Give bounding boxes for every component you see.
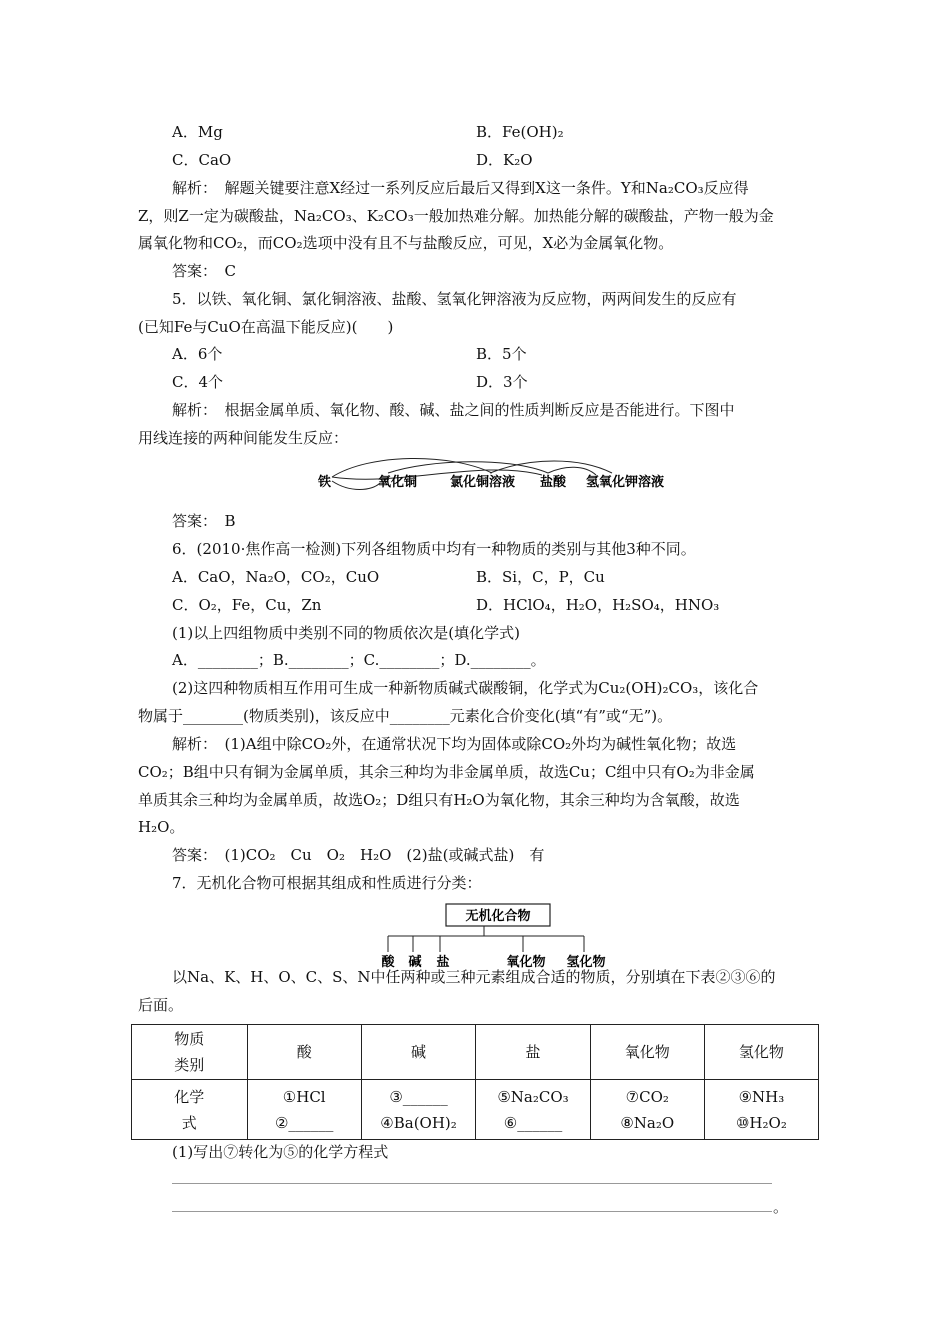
q7-instruction-line2: 后面。 [138, 996, 184, 1014]
q6-part2-line2: 物属于________(物质类别)，该反应中________元素化合价变化(填“有”或“无”)。 [138, 707, 673, 725]
q4-analysis-line1: 解析： 解题关键要注意X经过一系列反应后最后又得到X这一条件。Y和Na₂CO₃反应得 [172, 179, 749, 197]
tree-leaf-base: 碱 [408, 955, 422, 970]
table-cell-salt [476, 1080, 590, 1140]
table-cell-oxide [590, 1080, 704, 1140]
table-row2-head [132, 1080, 248, 1140]
q4-option-c: C．CaO [172, 151, 232, 169]
tree-leaf-acid: 酸 [381, 955, 395, 970]
q6-part1: (1)以上四组物质中类别不同的物质依次是(填化学式) [172, 624, 520, 642]
q6-part1-blanks: A．________；B.________；C.________；D.________。 [172, 651, 546, 669]
tree-leaf-oxide: 氧化物 [506, 955, 546, 970]
table-row1-head [132, 1025, 248, 1080]
q6-option-d: D．HClO₄，H₂O，H₂SO₄，HNO₃ [476, 596, 720, 614]
q6-analysis-line2: CO₂；B组中只有铜为金属单质，其余三种均为非金属单质，故选Cu；C组中只有O₂为非金属 [138, 763, 755, 781]
table-col-hydride: 氢化物 [704, 1025, 818, 1080]
q5-option-c: C．4个 [172, 373, 224, 391]
diagram-label-iron: 铁 [318, 475, 332, 490]
answer-line-2 [172, 1211, 772, 1212]
q5-analysis-line1: 解析： 根据金属单质、氧化物、酸、碱、盐之间的性质判断反应是否能进行。下图中 [172, 401, 735, 419]
cell-item-5: ⑤Na₂CO₃ [497, 1087, 569, 1106]
answer-line-end-mark: 。 [773, 1198, 789, 1216]
table-row2-head-line2: 式 [181, 1113, 197, 1132]
q5-analysis-line2: 用线连接的两种间能发生反应： [138, 429, 349, 447]
q5-option-b: B．5个 [476, 345, 527, 363]
table-head-line2: 类别 [174, 1056, 205, 1074]
diagram-label-hcl: 盐酸 [540, 475, 567, 490]
q4-analysis-line2: Z，则Z一定为碳酸盐，Na₂CO₃、K₂CO₃一般加热难分解。加热能分解的碳酸盐，产物一般为金 [138, 207, 774, 225]
q6-stem: 6．(2010·焦作高一检测)下列各组物质中均有一种物质的类别与其他3种不同。 [172, 540, 696, 558]
classification-table [131, 1024, 819, 1140]
q5-option-d: D．3个 [476, 373, 528, 391]
diagram-label-cuo: 氧化铜 [378, 475, 418, 490]
q6-analysis-line1: 解析： (1)A组中除CO₂外，在通常状况下均为固体或除CO₂外均为碱性氧化物；故选 [172, 735, 737, 753]
diagram-label-koh: 氢氧化钾溶液 [586, 475, 665, 490]
arc-iron-cuo [332, 481, 380, 490]
q6-option-c: C．O₂，Fe，Cu，Zn [172, 596, 322, 614]
table-formula-row [132, 1080, 819, 1140]
cell-item-8: ⑧Na₂O [620, 1113, 675, 1132]
arc-hcl-koh [548, 467, 596, 475]
q6-option-a: A．CaO，Na₂O，CO₂，CuO [172, 568, 380, 586]
q4-answer: 答案： C [172, 262, 236, 280]
table-head-line1: 物质 [174, 1030, 205, 1048]
table-cell-hydride [704, 1080, 818, 1140]
q6-option-b: B．Si，C，P，Cu [476, 568, 605, 586]
q6-answer: 答案： (1)CO₂ Cu O₂ H₂O (2)盐(或碱式盐) 有 [172, 846, 545, 864]
cell-item-1: ①HCl [282, 1087, 326, 1106]
table-row2-head-line1: 化学 [174, 1087, 205, 1106]
tree-root-label: 无机化合物 [465, 909, 531, 924]
q4-option-d: D．K₂O [476, 151, 533, 169]
q5-answer: 答案： B [172, 512, 236, 530]
tree-leaf-hydride: 氢化物 [566, 955, 606, 970]
cell-item-9: ⑨NH₃ [738, 1087, 785, 1106]
cell-item-7: ⑦CO₂ [625, 1087, 669, 1106]
table-col-oxide: 氧化物 [590, 1025, 704, 1080]
q5-stem-line2: (已知Fe与CuO在高温下能反应)( ) [138, 318, 394, 336]
table-header-row [132, 1025, 819, 1080]
cell-item-4: ④Ba(OH)₂ [380, 1113, 457, 1132]
q4-option-b: B．Fe(OH)₂ [476, 123, 564, 141]
q6-part2-line1: (2)这四种物质相互作用可生成一种新物质碱式碳酸铜，化学式为Cu₂(OH)₂CO₃，该化合 [172, 679, 759, 697]
table-col-base: 碱 [361, 1025, 475, 1080]
diagram-label-cucl2: 氯化铜溶液 [450, 475, 516, 490]
table-col-salt: 盐 [476, 1025, 590, 1080]
cell-item-6: ⑥______ [503, 1113, 563, 1132]
q7-instruction-line1: 以Na、K、H、O、C、S、N中任两种或三种元素组成合适的物质，分别填在下表②③⑥的 [172, 968, 776, 986]
q7-sub1: (1)写出⑦转化为⑤的化学方程式 [172, 1143, 389, 1161]
tree-leaf-salt: 盐 [436, 955, 450, 970]
classification-tree [380, 900, 620, 972]
cell-item-3: ③______ [389, 1087, 448, 1106]
answer-line-1 [172, 1183, 772, 1184]
q5-stem-line1: 5．以铁、氧化铜、氯化铜溶液、盐酸、氢氧化钾溶液为反应物，两两间发生的反应有 [172, 290, 737, 308]
cell-item-10: ⑩H₂O₂ [735, 1113, 787, 1132]
q4-option-a: A．Mg [172, 123, 223, 141]
table-cell-base [361, 1080, 475, 1140]
q7-stem: 7．无机化合物可根据其组成和性质进行分类： [172, 874, 482, 892]
table-cell-acid [247, 1080, 361, 1140]
q6-analysis-line4: H₂O。 [138, 818, 185, 836]
q6-analysis-line3: 单质其余三种均为金属单质，故选O₂；D组只有H₂O为氧化物，其余三种均为含氧酸，故选 [138, 791, 740, 809]
cell-item-2: ②______ [274, 1113, 334, 1132]
table-col-acid: 酸 [247, 1025, 361, 1080]
q5-option-a: A．6个 [172, 345, 223, 363]
reaction-diagram [310, 455, 680, 497]
q4-analysis-line3: 属氧化物和CO₂，而CO₂选项中没有且不与盐酸反应，可见，X必为金属氧化物。 [138, 234, 674, 252]
